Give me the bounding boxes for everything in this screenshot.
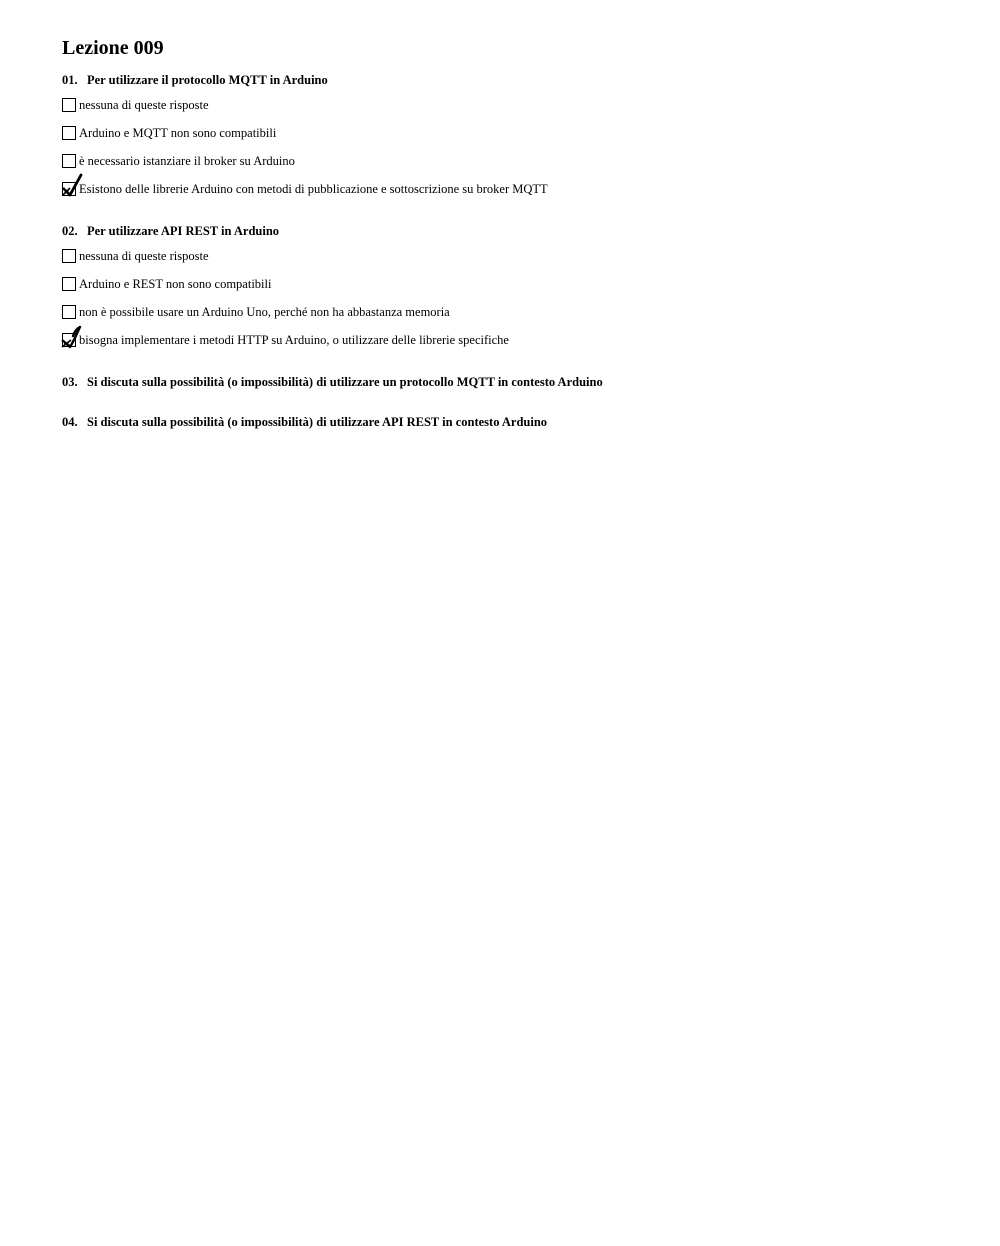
answer-label: nessuna di queste risposte [79,97,209,112]
answer-option-checked[interactable] [62,175,548,203]
question-number: 03. [62,375,78,389]
answer-checkbox[interactable] [62,154,76,168]
question-01-options [62,91,548,203]
answer-checkbox[interactable] [62,277,76,291]
answer-label: non è possibile usare un Arduino Uno, perché non ha abbastanza memoria [79,304,450,319]
answer-checkbox-checked[interactable] [62,333,76,347]
answer-option[interactable] [62,119,548,147]
question-number: 04. [62,415,78,429]
question-text: Per utilizzare il protocollo MQTT in Arduino [87,73,328,87]
answer-option-checked[interactable] [62,326,509,354]
answer-option[interactable] [62,298,509,326]
question-text: Si discuta sulla possibilità (o impossibilità) di utilizzare API REST in contesto Arduino [87,415,548,429]
check-mark-icon [61,174,83,200]
answer-checkbox[interactable] [62,249,76,263]
answer-option[interactable] [62,242,509,270]
question-04 [62,414,547,430]
question-01 [62,72,328,88]
answer-label: Arduino e MQTT non sono compatibili [79,125,277,140]
answer-label: Arduino e REST non sono compatibili [79,276,272,291]
check-mark-icon [61,325,83,351]
page-title: Lezione 009 [62,37,164,59]
question-03 [62,374,603,390]
question-text: Per utilizzare API REST in Arduino [87,224,280,238]
quiz-page [62,34,962,429]
answer-label: Esistono delle librerie Arduino con metodi di pubblicazione e sottoscrizione su broker MQTT [79,181,548,196]
answer-checkbox-checked[interactable] [62,182,76,196]
question-text: Si discuta sulla possibilità (o impossibilità) di utilizzare un protocollo MQTT in contesto Arduino [87,375,603,389]
question-number: 01. [62,73,78,87]
question-02 [62,223,279,239]
answer-checkbox[interactable] [62,98,76,112]
answer-option[interactable] [62,91,548,119]
answer-label: è necessario istanziare il broker su Arduino [79,153,295,168]
answer-label: nessuna di queste risposte [79,248,209,263]
answer-checkbox[interactable] [62,126,76,140]
answer-option[interactable] [62,270,509,298]
question-number: 02. [62,224,78,238]
answer-label: bisogna implementare i metodi HTTP su Arduino, o utilizzare delle librerie specifiche [79,332,509,347]
answer-option[interactable] [62,147,548,175]
question-02-options [62,242,509,354]
answer-checkbox[interactable] [62,305,76,319]
